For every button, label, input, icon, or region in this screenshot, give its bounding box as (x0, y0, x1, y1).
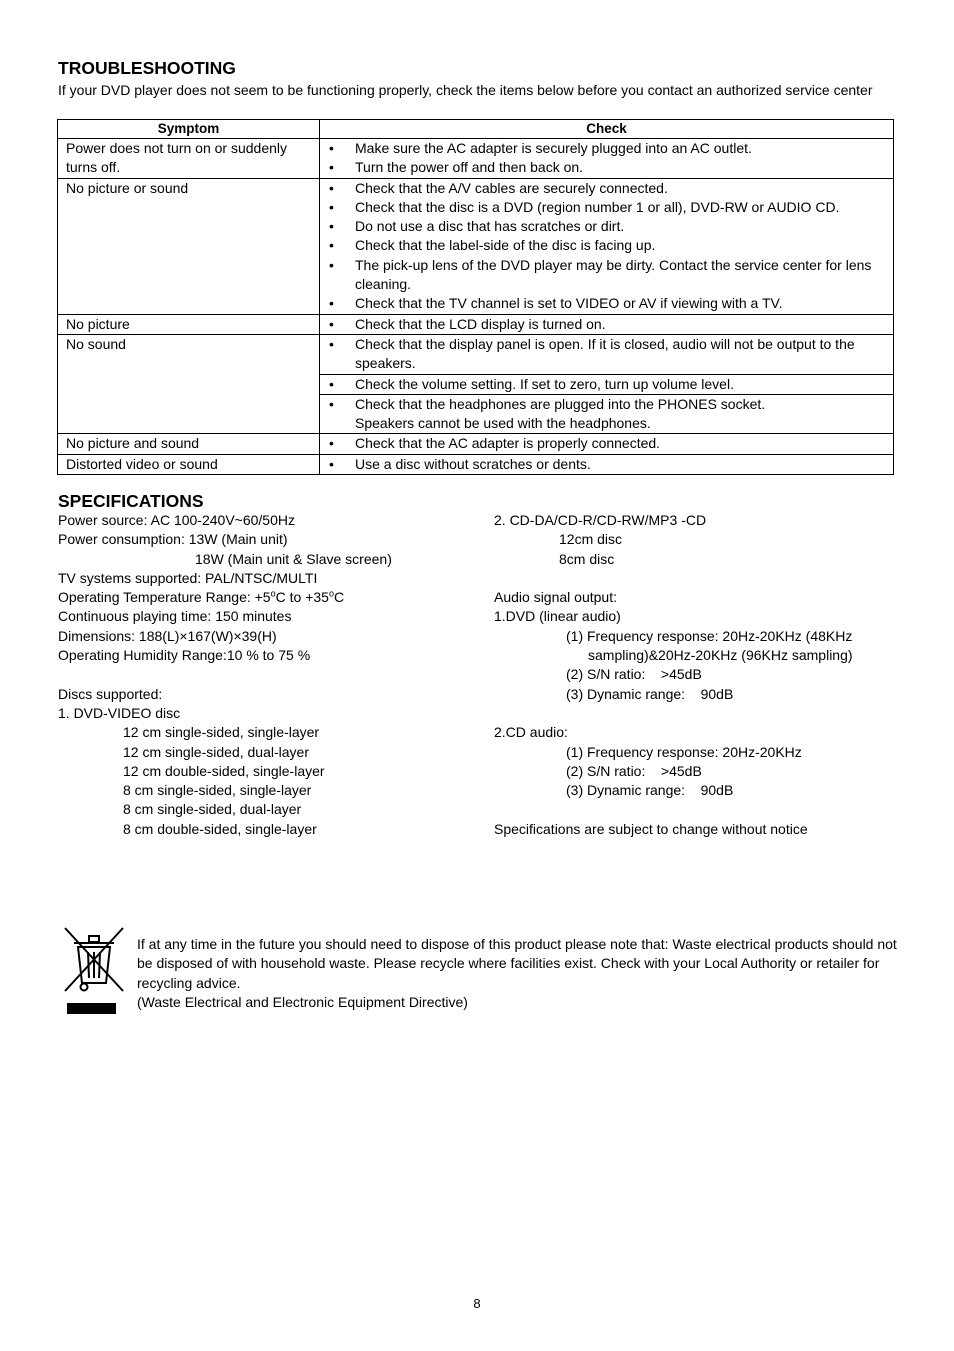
check-list (320, 375, 893, 394)
bullet-icon: • (329, 335, 334, 352)
bullet-icon: • (329, 395, 334, 412)
check-cell (320, 314, 894, 334)
specifications-title: SPECIFICATIONS (58, 491, 204, 511)
crossed-out-wheelie-bin-icon (62, 925, 126, 1015)
check-item (320, 236, 893, 255)
check-text: Check that the A/V cables are securely connected. (355, 179, 668, 196)
check-text: Check the volume setting. If set to zero, turn up volume level. (355, 375, 734, 392)
check-cell (320, 454, 894, 474)
temp-prefix: Operating Temperature Range: +5 (58, 589, 271, 606)
check-text: Check that the display panel is open. If it is closed, audio will not be output to the speakers. (355, 335, 855, 372)
cd-disc-list (494, 530, 914, 569)
blank-line (58, 665, 478, 684)
check-group (320, 434, 893, 453)
bullet-icon: • (329, 198, 334, 215)
bullet-icon: • (329, 455, 334, 472)
bullet-icon: • (329, 237, 334, 254)
symptom-header: Symptom (58, 120, 320, 139)
degree-mark: o (270, 588, 276, 599)
check-item (320, 294, 893, 313)
spec-change-notice: Specifications are subject to change without notice (494, 820, 808, 837)
spec-tv-systems: TV systems supported: PAL/NTSC/MULTI (58, 569, 318, 586)
symptom-cell: Distorted video or sound (58, 454, 320, 474)
check-header: Check (320, 120, 894, 139)
check-item (320, 315, 893, 334)
spec-audio-title: Audio signal output: (494, 589, 617, 606)
dvd-disc-list (58, 723, 478, 839)
check-text: Check that the disc is a DVD (region number 1 or all), DVD-RW or AUDIO CD. (355, 198, 840, 215)
page-number: 8 (473, 1296, 481, 1311)
spec-dvd-frequency-2: sampling)&20Hz-20KHz (96KHz sampling) (588, 647, 853, 664)
check-list (320, 455, 893, 474)
blank-line (494, 704, 914, 723)
check-item (320, 375, 893, 394)
symptom-cell: Power does not turn on or suddenly turns off. (58, 139, 320, 179)
spec-playing-time: Continuous playing time: 150 minutes (58, 608, 292, 625)
check-cell (320, 334, 894, 433)
table-row (58, 334, 894, 433)
bullet-icon: • (329, 256, 334, 273)
check-item (320, 217, 893, 236)
check-item (320, 198, 893, 217)
spec-power-source: Power source: AC 100-240V~60/50Hz (58, 512, 295, 528)
dvd-disc-item: 12 cm single-sided, single-layer (123, 724, 320, 741)
check-group (320, 394, 893, 434)
temp-range-middle: C to +35 (275, 589, 329, 606)
check-item (320, 139, 893, 158)
bullet-icon: • (329, 179, 334, 196)
bullet-icon: • (329, 375, 334, 392)
check-group (320, 455, 893, 474)
check-text: The pick-up lens of the DVD player may be dirty. Contact the service center for lens cleaning. (355, 256, 872, 293)
check-text: Check that the label-side of the disc is facing up. (355, 237, 656, 254)
check-item (320, 158, 893, 177)
symptom-cell: No picture (58, 314, 320, 334)
check-group (320, 139, 893, 178)
specs-left-column (58, 511, 478, 839)
spec-dvd-audio: 1.DVD (linear audio) (494, 608, 621, 625)
check-text: Check that the AC adapter is properly connected. (355, 435, 661, 452)
check-item (320, 179, 893, 198)
bullet-icon: • (329, 315, 334, 332)
check-list (320, 434, 893, 453)
spec-dvd-title: 1. DVD-VIDEO disc (58, 704, 181, 721)
weee-directive: (Waste Electrical and Electronic Equipment Directive) (137, 993, 468, 1010)
weee-notice (137, 935, 907, 1012)
check-list (320, 395, 893, 434)
table-row (58, 314, 894, 334)
table-row (58, 139, 894, 179)
check-item (320, 434, 893, 453)
check-item (320, 455, 893, 474)
spec-discs-title: Discs supported: (58, 685, 163, 702)
troubleshooting-table (57, 119, 894, 475)
degree-mark: o (328, 588, 334, 599)
check-cell (320, 178, 894, 314)
dvd-disc-item: 8 cm double-sided, single-layer (123, 820, 317, 837)
spec-operating-temperature (58, 588, 478, 607)
bullet-icon: • (329, 435, 334, 452)
check-list (320, 315, 893, 334)
dvd-disc-item: 12 cm single-sided, dual-layer (123, 743, 309, 760)
spec-humidity: Operating Humidity Range:10 % to 75 % (58, 647, 311, 664)
check-text: Check that the TV channel is set to VIDEO or AV if viewing with a TV. (355, 295, 783, 312)
table-row (58, 434, 894, 454)
troubleshooting-intro: If your DVD player does not seem to be functioning properly, check the items below before you contact an authorized service center (58, 82, 873, 98)
dvd-disc-item: 12 cm double-sided, single-layer (123, 762, 325, 779)
check-cell (320, 434, 894, 454)
troubleshooting-title: TROUBLESHOOTING (58, 58, 236, 78)
check-item (320, 395, 893, 434)
bullet-icon: • (329, 140, 334, 156)
check-group (320, 179, 893, 314)
blank-line (494, 569, 914, 588)
dvd-disc-item: 8 cm single-sided, dual-layer (123, 801, 302, 818)
spec-cd-dynamic-range: (3) Dynamic range: 90dB (566, 782, 734, 799)
check-group (320, 335, 893, 374)
bullet-icon: • (329, 159, 334, 176)
bullet-icon: • (329, 295, 334, 312)
table-header-row (58, 120, 894, 139)
check-text: Use a disc without scratches or dents. (355, 455, 591, 472)
spec-cd-title: 2. CD-DA/CD-R/CD-RW/MP3 -CD (494, 512, 707, 528)
check-cell (320, 139, 894, 179)
blank-line (494, 800, 914, 819)
spec-power-consumption: Power consumption: 13W (Main unit) (58, 531, 288, 548)
check-text: Make sure the AC adapter is securely plugged into an AC outlet. (355, 140, 752, 156)
spec-dvd-frequency: (1) Frequency response: 20Hz-20KHz (48KHz (566, 627, 853, 644)
cd-disc-item: 8cm disc (559, 550, 615, 567)
check-text: Check that the headphones are plugged into the PHONES socket. Speakers cannot be used with the headphones. (355, 395, 766, 432)
check-group (320, 374, 893, 394)
symptom-cell: No picture or sound (58, 178, 320, 314)
check-list (320, 335, 893, 374)
spec-dimensions: Dimensions: 188(L)×167(W)×39(H) (58, 627, 277, 644)
weee-text: If at any time in the future you should need to dispose of this product please note that: Waste electrical products should not be disposed of with household waste. Please recycle where facilities exist. Check with your Local Authority or retailer for recycling advice. (137, 936, 897, 991)
check-group (320, 315, 893, 334)
spec-power-consumption-2: 18W (Main unit & Slave screen) (195, 550, 392, 567)
symptom-cell: No sound (58, 334, 320, 433)
spec-dvd-dynamic-range: (3) Dynamic range: 90dB (566, 685, 734, 702)
symptom-cell: No picture and sound (58, 434, 320, 454)
check-item (320, 335, 893, 374)
cd-disc-item: 12cm disc (559, 531, 623, 548)
table-row (58, 178, 894, 314)
spec-cd-frequency: (1) Frequency response: 20Hz-20KHz (566, 743, 802, 760)
check-list (320, 179, 893, 314)
spec-dvd-sn: (2) S/N ratio: >45dB (566, 666, 702, 683)
dvd-disc-item: 8 cm single-sided, single-layer (123, 782, 312, 799)
check-item (320, 256, 893, 295)
check-text: Do not use a disc that has scratches or dirt. (355, 218, 625, 235)
table-row (58, 454, 894, 474)
check-text: Check that the LCD display is turned on. (355, 315, 606, 332)
spec-cd-audio: 2.CD audio: (494, 724, 568, 741)
check-list (320, 139, 893, 178)
spec-cd-sn: (2) S/N ratio: >45dB (566, 762, 702, 779)
temp-unit: C (333, 589, 345, 606)
troubleshooting-body (58, 139, 894, 475)
check-text: Turn the power off and then back on. (355, 159, 584, 176)
specs-right-column (494, 511, 914, 839)
bullet-icon: • (329, 218, 334, 235)
